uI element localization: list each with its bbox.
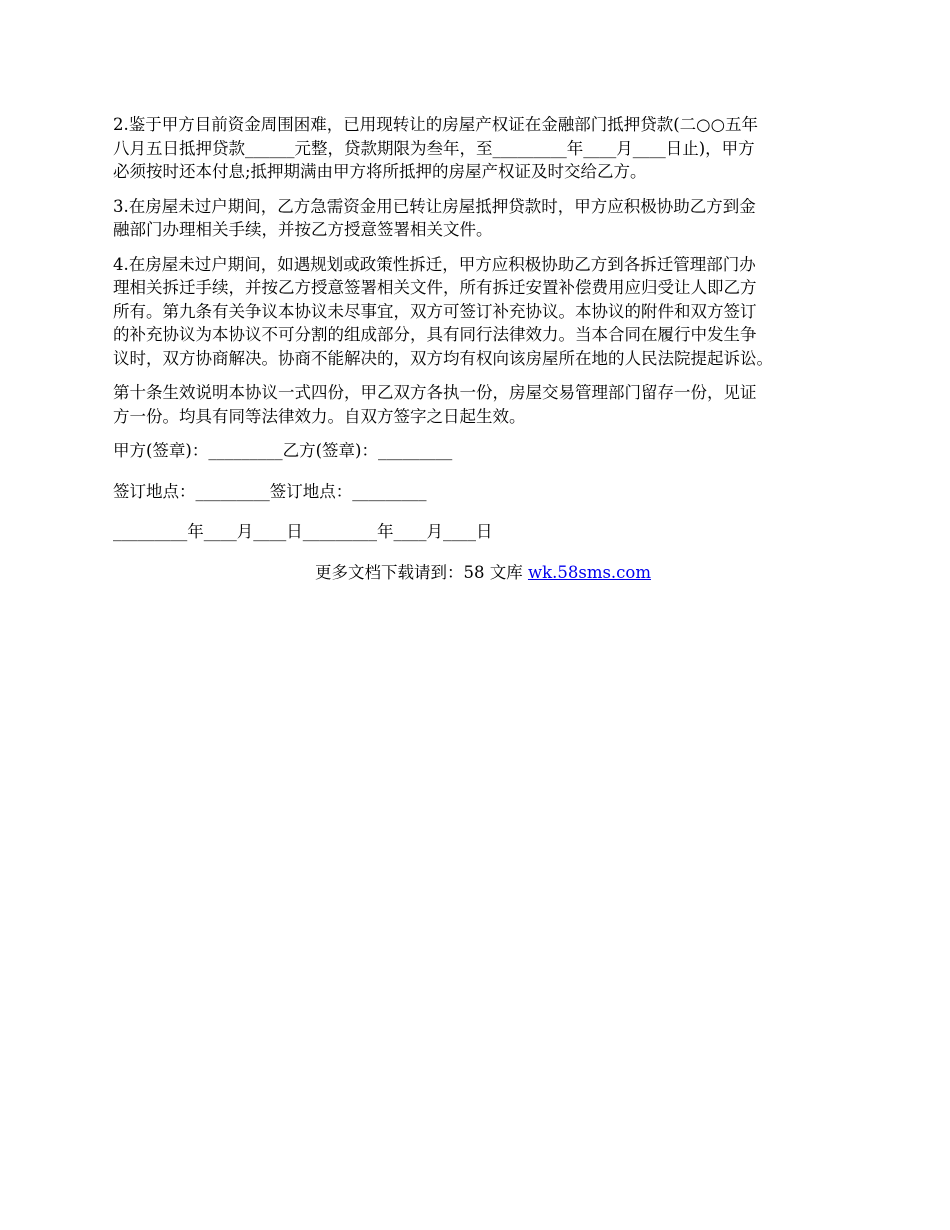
paragraph-line: 3.在房屋未过户期间，乙方急需资金用已转让房屋抵押贷款时，甲方应积极协助乙方到金 xyxy=(113,196,756,216)
footer-text: 更多文档下载请到：58 文库 xyxy=(314,562,528,582)
paragraph-line: 融部门办理相关手续，并按乙方授意签署相关文件。 xyxy=(113,220,493,239)
download-footer xyxy=(113,561,853,585)
clause-3-paragraph xyxy=(113,195,853,242)
footer-link[interactable]: wk.58sms.com xyxy=(527,562,651,582)
article-10-paragraph xyxy=(113,381,853,428)
paragraph-line: 所有。第九条有关争议本协议未尽事宜，双方可签订补充协议。本协议的附件和双方签订 xyxy=(113,301,757,321)
paragraph-line: 4.在房屋未过户期间，如遇规划或政策性拆迁，甲方应积极协助乙方到各拆迁管理部门办 xyxy=(113,254,756,274)
paragraph-line: 必须按时还本付息;抵押期满由甲方将所抵押的房屋产权证及时交给乙方。 xyxy=(113,162,647,181)
paragraph-line: 2.鉴于甲方目前资金周围困难，已用现转让的房屋产权证在金融部门抵押贷款(二○○五年 xyxy=(113,115,758,134)
document-body xyxy=(113,113,853,584)
paragraph-line: 议时，双方协商解决。协商不能解决的，双方均有权向该房屋所在地的人民法院提起诉讼。 xyxy=(113,348,773,368)
paragraph-line: 第十条生效说明本协议一式四份，甲乙双方各执一份，房屋交易管理部门留存一份，见证 xyxy=(113,383,757,402)
signature-parties-line: 甲方(签章)：_________乙方(签章)：_________ xyxy=(113,441,453,460)
clause-2-paragraph xyxy=(113,113,853,184)
paragraph-line: 八月五日抵押贷款______元整，贷款期限为叁年，至_________年____月____日止)，甲方 xyxy=(113,138,755,158)
signing-date-line: _________年____月____日_________年____月____日 xyxy=(113,522,493,541)
signing-place-line: 签订地点：_________签订地点：_________ xyxy=(113,481,427,501)
paragraph-line: 的补充协议为本协议不可分割的组成部分，具有同行法律效力。当本合同在履行中发生争 xyxy=(113,325,757,344)
paragraph-line: 理相关拆迁手续，并按乙方授意签署相关文件，所有拆迁安置补偿费用应归受让人即乙方 xyxy=(113,278,757,297)
paragraph-line: 方一份。均具有同等法律效力。自双方签字之日起生效。 xyxy=(113,406,526,426)
clause-4-paragraph xyxy=(113,253,853,371)
